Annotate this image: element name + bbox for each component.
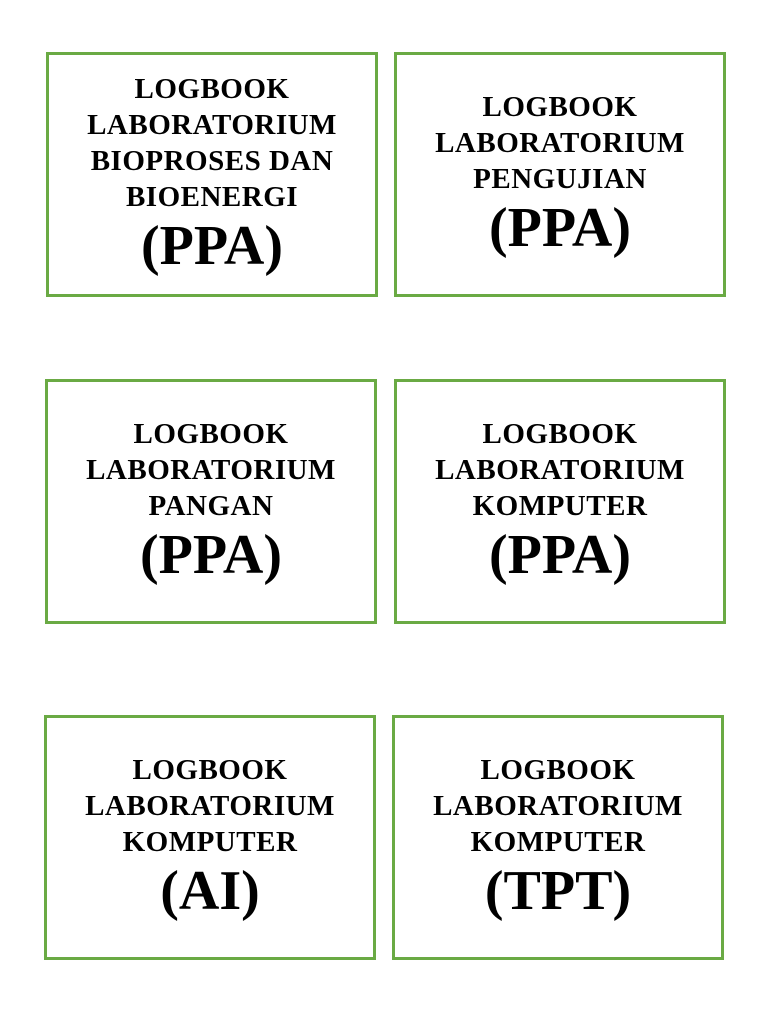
title-line: BIOENERGI (125, 180, 299, 213)
title-line: LOGBOOK (133, 417, 289, 450)
title-line: LABORATORIUM (435, 453, 685, 486)
card-code: (PPA) (140, 523, 282, 586)
title-line: PANGAN (148, 489, 274, 522)
logbook-label-card (392, 715, 724, 960)
card-title (87, 71, 337, 215)
title-line: KOMPUTER (122, 825, 298, 858)
title-line: LOGBOOK (480, 753, 636, 786)
title-line: LOGBOOK (482, 90, 638, 123)
card-code: (PPA) (489, 523, 631, 586)
title-line: KOMPUTER (472, 489, 648, 522)
title-line: LABORATORIUM (85, 789, 335, 822)
title-line: BIOPROSES DAN (90, 144, 334, 177)
logbook-label-card (45, 379, 377, 624)
title-line: LOGBOOK (134, 72, 290, 105)
logbook-label-card (394, 52, 726, 297)
title-line: LABORATORIUM (433, 789, 683, 822)
title-line: LOGBOOK (482, 417, 638, 450)
card-title (435, 416, 685, 524)
card-title (86, 416, 336, 524)
logbook-label-card (46, 52, 378, 297)
title-line: LABORATORIUM (86, 453, 336, 486)
title-line: LABORATORIUM (87, 108, 337, 141)
title-line: LABORATORIUM (435, 126, 685, 159)
card-code: (PPA) (489, 196, 631, 259)
card-title (85, 752, 335, 860)
title-line: LOGBOOK (132, 753, 288, 786)
card-title (435, 89, 685, 197)
logbook-label-card (394, 379, 726, 624)
title-line: PENGUJIAN (473, 162, 647, 195)
title-line: KOMPUTER (470, 825, 646, 858)
card-code: (PPA) (141, 214, 283, 277)
logbook-label-card (44, 715, 376, 960)
card-code: (AI) (160, 859, 260, 922)
card-code: (TPT) (484, 859, 632, 922)
card-title (433, 752, 683, 860)
